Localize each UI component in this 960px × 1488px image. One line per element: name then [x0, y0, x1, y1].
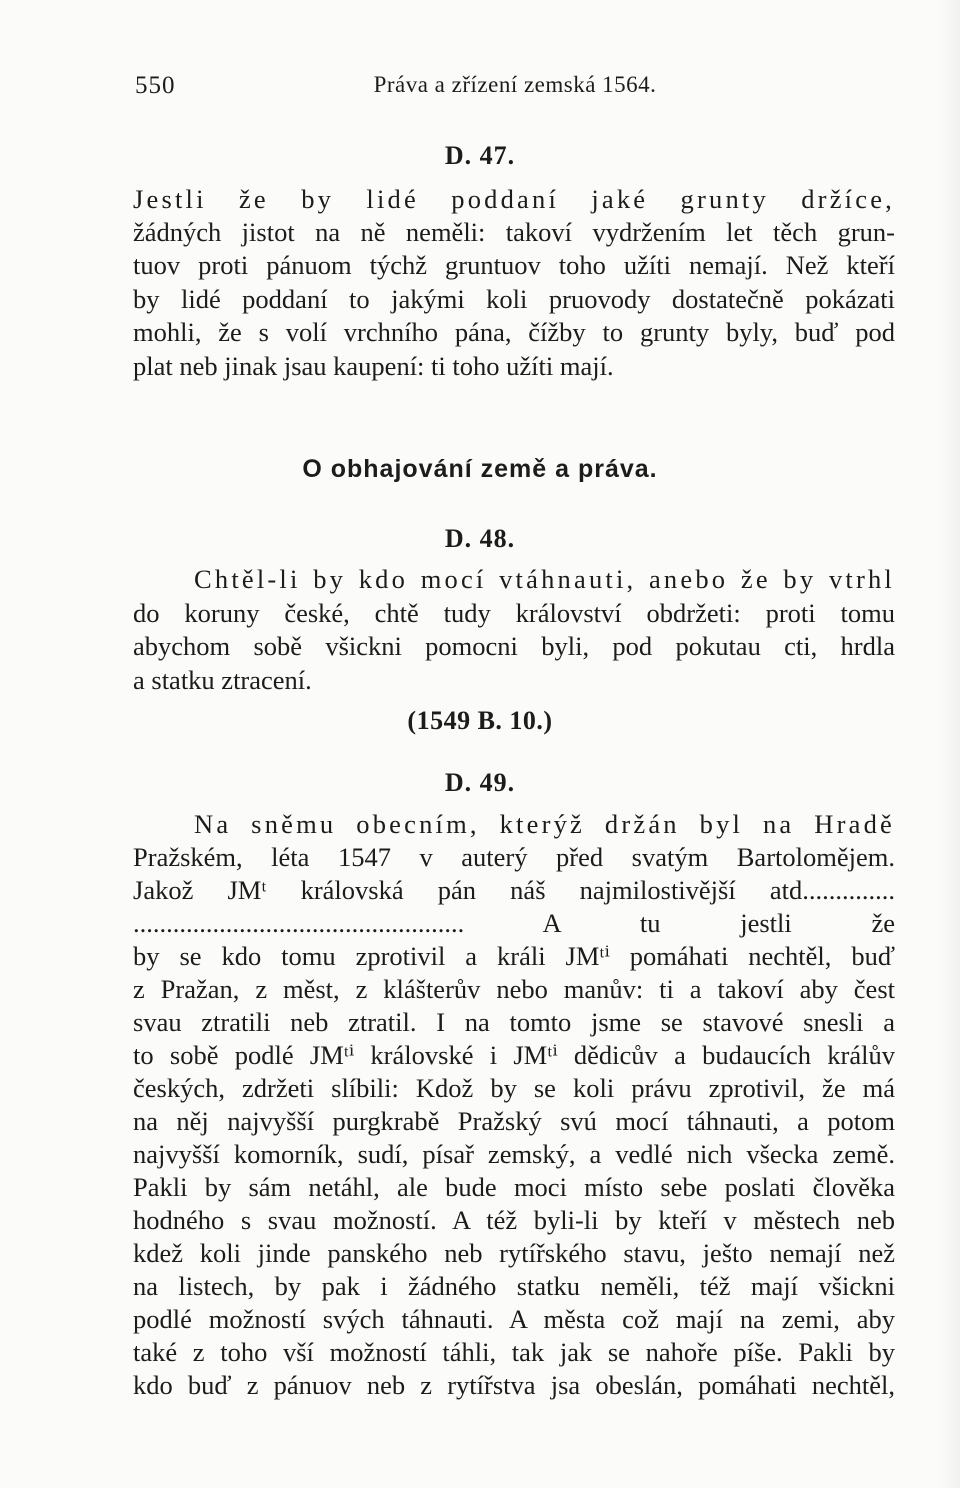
text-line: mohli, že s volí vrchního pána, čížby to grunty byly, buď pod: [133, 317, 895, 347]
text-line: z Pražan, z měst, z klášterův nebo manův: ti a takoví aby čest: [133, 974, 895, 1004]
running-title: Práva a zřízení zemská 1564.: [373, 72, 657, 97]
text-line: Pražském, léta 1547 v auterý před svatým Bartolomějem.: [133, 842, 895, 872]
text-line: .................................................. A tu jestli že: [133, 908, 895, 938]
text-line: Pakli by sám netáhl, ale bude moci místo sebe poslati člověka: [133, 1172, 895, 1202]
section-id-d47: D. 47.: [444, 141, 516, 170]
text-line: abychom sobě všickni pomocni byli, pod pokutau cti, hrdla: [133, 631, 895, 661]
section-heading: O obhajování země a práva.: [302, 455, 658, 483]
text-line: do koruny české, chtě tudy království obdržeti: proti tomu: [133, 598, 895, 628]
page-header: [135, 72, 895, 106]
text-line: žádných jistot na ně neměli: takoví vydržením let těch grun-: [133, 217, 895, 247]
page-edge-shadow: [938, 0, 960, 1488]
text-line: podlé možností svých táhnauti. A města což mají na zemi, aby: [133, 1304, 895, 1334]
text-line: kdež koli jinde panského neb rytířského stavu, ješto nemají než: [133, 1238, 895, 1268]
text-line: Jakož JMᵗ královská pán náš najmilostivější atd..............: [133, 875, 895, 905]
text-line: Na sněmu obecním, kterýž držán byl na Hradě: [194, 809, 895, 839]
text-line: by se kdo tomu zprotivil a králi JMᵗⁱ pomáhati nechtěl, buď: [133, 941, 895, 971]
reference-note: (1549 B. 10.): [407, 706, 553, 735]
text-line: tuov proti pánuom týchž gruntuov toho užíti nemají. Než kteří: [133, 250, 895, 280]
text-line: hodného s svau možností. A též byli-li by kteří v městech neb: [133, 1205, 895, 1235]
text-line: českých, zdržeti slíbili: Kdož by se koli právu zprotivil, že má: [133, 1073, 895, 1103]
section-id-d48: D. 48.: [444, 524, 516, 553]
text-line: kdo buď z pánuov neb z rytířstva jsa obeslán, pomáhati nechtěl,: [133, 1370, 895, 1400]
section-id-d49: D. 49.: [444, 768, 516, 797]
text-line: by lidé poddaní to jakými koli pruovody dostatečně pokázati: [133, 284, 895, 314]
text-line: také z toho vší možností táhli, tak jak se nahoře píše. Pakli by: [133, 1337, 895, 1367]
text-line: svau ztratili neb ztratil. I na tomto jsme se stavové snesli a: [133, 1007, 895, 1037]
page-number: 550: [135, 72, 176, 99]
text-line: najvyšší komorník, sudí, písař zemský, a vedlé nich všecka země.: [133, 1139, 895, 1169]
text-line: to sobě podlé JMᵗⁱ královské i JMᵗⁱ dědicův a budaucích králův: [133, 1040, 895, 1070]
text-line: Chtěl-li by kdo mocí vtáhnauti, anebo že by vtrhl: [194, 564, 895, 594]
text-line: a statku ztracení.: [133, 665, 312, 695]
text-line: na listech, by pak i žádného statku neměli, též mají všickni: [133, 1271, 895, 1301]
text-line: na něj najvyšší purgkrabě Pražský svú mocí táhnauti, a potom: [133, 1106, 895, 1136]
text-line: plat neb jinak jsau kaupení: ti toho užíti mají.: [133, 351, 614, 381]
text-line: Jestli že by lidé poddaní jaké grunty držíce,: [133, 184, 895, 214]
